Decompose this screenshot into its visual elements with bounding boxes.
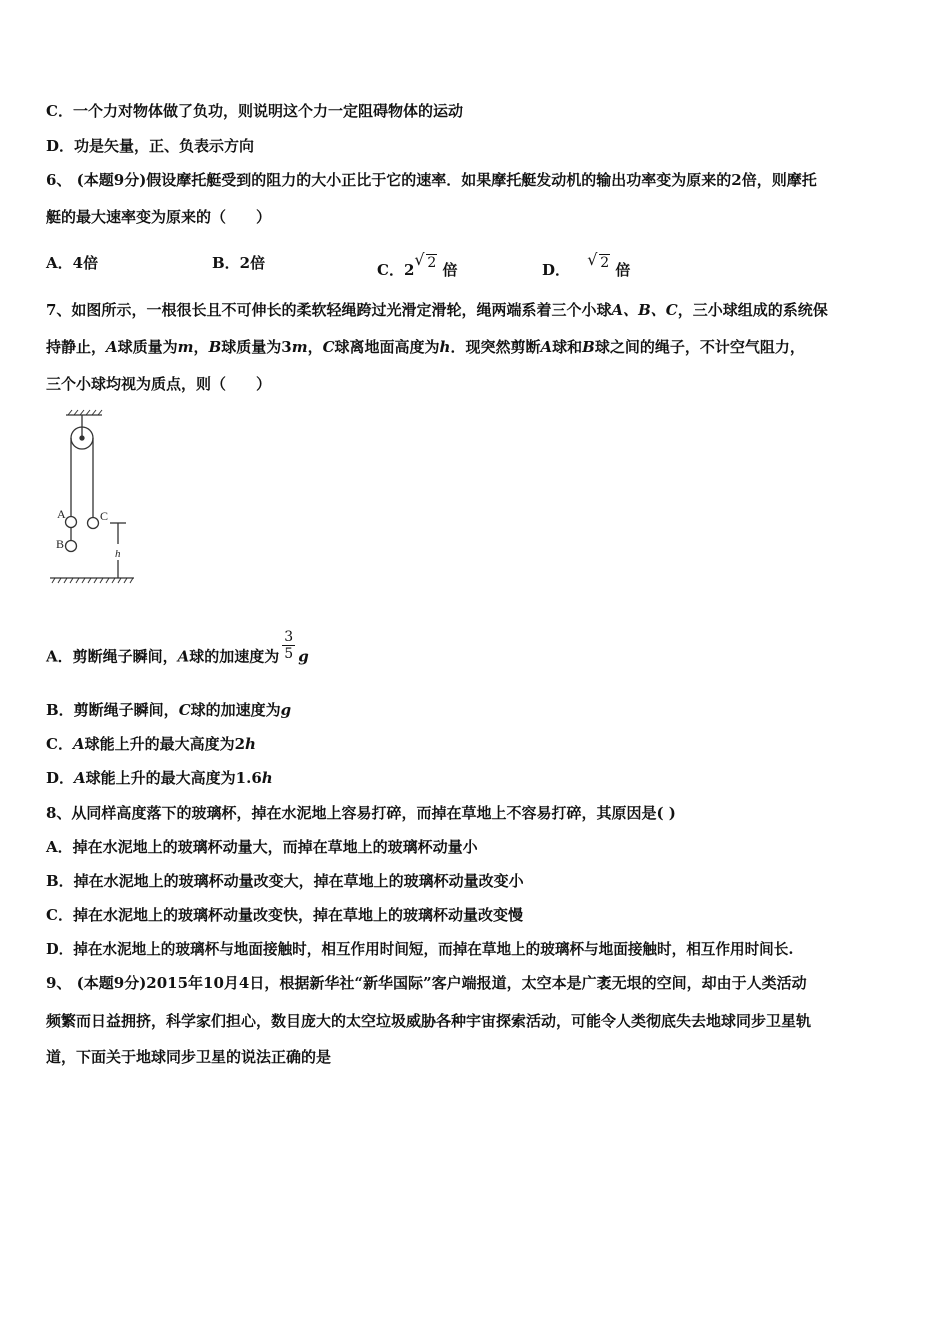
sqrt-symbol: √ 2 [414,250,437,271]
label-h: h [115,548,121,560]
q8-option-c: C．掉在水泥地上的玻璃杯动量改变快，掉在草地上的玻璃杯动量改变慢 [46,906,523,924]
q5-option-d: D．功是矢量，正、负表示方向 [46,137,255,155]
label-c: C [100,509,109,523]
ball-c [88,518,99,529]
q8-option-a: A．掉在水泥地上的玻璃杯动量大，而掉在草地上的玻璃杯动量小 [46,838,478,856]
pulley-axle [80,436,84,440]
q6-option-a: A．4倍 [46,254,99,272]
q8-option-b: B．掉在水泥地上的玻璃杯动量改变大，掉在草地上的玻璃杯动量改变小 [46,872,524,890]
fraction-three-fifths: $\frac{3}{5}$ [284,629,294,662]
q7-stem-line3: 三个小球均视为质点，则（ ） [46,375,272,393]
q9-stem-line3: 道，下面关于地球同步卫星的说法正确的是 [46,1048,332,1066]
q7-option-d: D．A球能上升的最大高度为1.6h [46,769,273,787]
q8-option-d: D．掉在水泥地上的玻璃杯与地面接触时，相互作用时间短，而掉在草地上的玻璃杯与地面接触时，相互作用时间长. [46,941,794,958]
q5-option-c: C．一个力对物体做了负功，则说明这个力一定阻碍物体的运动 [46,102,463,120]
q6-stem-line2: 艇的最大速率变为原来的（ ） [46,208,272,226]
q6-option-d-radicand: 2 [600,255,610,271]
q9-stem-line1: 9、 (本题9分)2015年10月4日，根据新华社“新华国际”客户端报道，太空本是广袤无垠的空间，却由于人类活动 [46,974,807,992]
q7-stem-line1: 7、如图所示，一根很长且不可伸长的柔软轻绳跨过光滑定滑轮，绳两端系着三个小球A、B、C，三小球组成的系统保 [46,301,828,319]
label-a: A [57,507,66,521]
pulley-figure [44,408,144,588]
q6-option-c-radicand: 2 [427,255,437,271]
q6-stem-line1: 6、 (本题9分)假设摩托艇受到的阻力的大小正比于它的速率．如果摩托艇发动机的输出功率变为原来的2倍，则摩托 [46,171,817,189]
sqrt-symbol: √ 2 [587,250,610,271]
q7-stem-line2: 持静止，A球质量为m，B球质量为3m，C球离地面高度为h．现突然剪断A球和B球之间的绳子，不计空气阻力， [46,338,805,356]
q6-option-d-prefix: D． [542,261,571,279]
q6-option-b: B．2倍 [212,254,266,272]
q8-stem: 8、从同样高度落下的玻璃杯，掉在水泥地上容易打碎，而掉在草地上不容易打碎，其原因是( ) [46,804,676,822]
q6-option-c-suffix: 倍 [442,261,458,279]
q7-option-a: A．剪断绳子瞬间，A球的加速度为 $\frac{3}{5}$ g [46,629,309,666]
ceiling-hatch [68,410,102,415]
label-b: B [56,537,65,551]
ball-b [66,541,77,552]
q6-option-c-prefix: C．2 [377,261,415,279]
q6-option-c [377,250,458,280]
q7-option-b: B．剪断绳子瞬间，C球的加速度为g [46,701,292,719]
q6-option-d-suffix: 倍 [615,261,631,279]
ball-a [66,517,77,528]
q6-option-d [542,250,631,280]
q7-option-c: C．A球能上升的最大高度为2h [46,735,256,753]
ground-hatch [52,578,133,583]
q9-stem-line2: 频繁而日益拥挤，科学家们担心，数目庞大的太空垃圾威胁各种宇宙探索活动，可能令人类彻底失去地球同步卫星轨 [46,1012,812,1030]
